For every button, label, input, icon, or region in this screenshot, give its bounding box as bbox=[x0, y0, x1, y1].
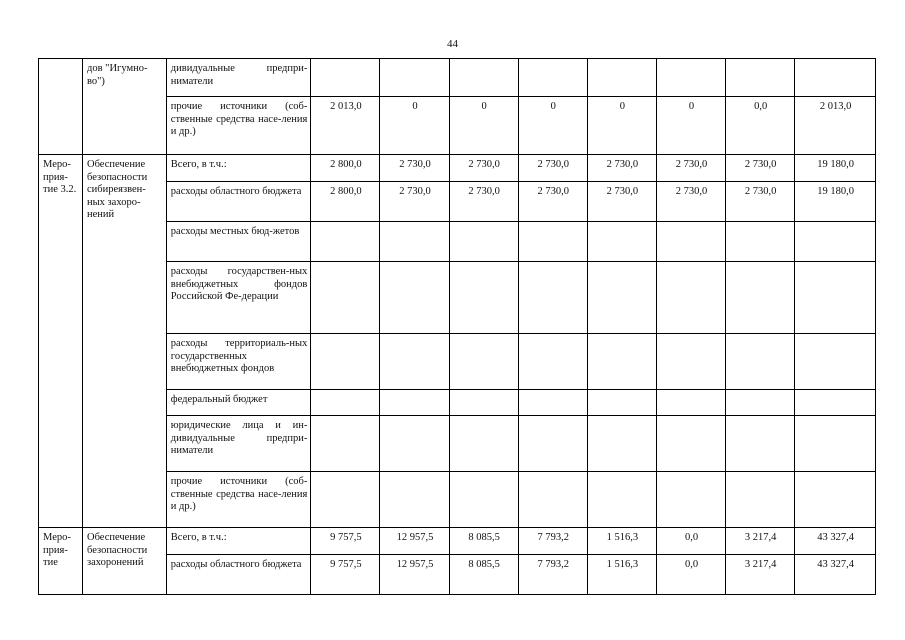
total-cell: 43 327,4 bbox=[795, 528, 876, 555]
value-cell bbox=[656, 262, 725, 334]
value-cell: 12 957,5 bbox=[380, 555, 449, 595]
funding-source-cell: расходы государствен-ных внебюджетных фондов Российской Фе-дерации bbox=[166, 262, 311, 334]
funding-source-cell: дивидуальные предпри-ниматели bbox=[166, 59, 311, 97]
total-cell bbox=[795, 334, 876, 390]
value-cell bbox=[726, 334, 795, 390]
total-cell bbox=[795, 59, 876, 97]
total-cell: 43 327,4 bbox=[795, 555, 876, 595]
value-cell: 0,0 bbox=[656, 555, 725, 595]
value-cell: 7 793,2 bbox=[518, 528, 587, 555]
value-cell: 2 800,0 bbox=[311, 182, 380, 222]
value-cell bbox=[726, 472, 795, 528]
value-cell: 0 bbox=[587, 97, 656, 155]
value-cell bbox=[449, 59, 518, 97]
value-cell bbox=[380, 59, 449, 97]
value-cell bbox=[311, 262, 380, 334]
value-cell bbox=[587, 416, 656, 472]
value-cell: 0 bbox=[518, 97, 587, 155]
value-cell bbox=[587, 390, 656, 416]
funding-source-cell: расходы территориаль-ных государственных внебюджетных фондов bbox=[166, 334, 311, 390]
value-cell bbox=[656, 222, 725, 262]
value-cell bbox=[656, 416, 725, 472]
value-cell: 9 757,5 bbox=[311, 528, 380, 555]
measure-cell bbox=[39, 59, 83, 155]
value-cell: 3 217,4 bbox=[726, 555, 795, 595]
value-cell bbox=[380, 334, 449, 390]
value-cell bbox=[587, 334, 656, 390]
value-cell: 7 793,2 bbox=[518, 555, 587, 595]
value-cell: 0 bbox=[656, 97, 725, 155]
value-cell bbox=[311, 222, 380, 262]
table-row bbox=[39, 528, 876, 555]
value-cell bbox=[518, 472, 587, 528]
value-cell bbox=[380, 222, 449, 262]
value-cell bbox=[518, 222, 587, 262]
value-cell: 2 730,0 bbox=[449, 182, 518, 222]
value-cell: 2 730,0 bbox=[518, 182, 587, 222]
value-cell: 2 800,0 bbox=[311, 155, 380, 182]
funding-source-cell: федеральный бюджет bbox=[166, 390, 311, 416]
value-cell: 0,0 bbox=[726, 97, 795, 155]
value-cell bbox=[726, 222, 795, 262]
total-cell bbox=[795, 222, 876, 262]
funding-source-cell: расходы местных бюд-жетов bbox=[166, 222, 311, 262]
measure-name-cell: дов "Игумно-во") bbox=[82, 59, 166, 155]
value-cell: 8 085,5 bbox=[449, 528, 518, 555]
total-cell bbox=[795, 472, 876, 528]
value-cell bbox=[311, 390, 380, 416]
value-cell bbox=[587, 472, 656, 528]
funding-source-cell: Всего, в т.ч.: bbox=[166, 528, 311, 555]
value-cell: 0 bbox=[380, 97, 449, 155]
value-cell bbox=[587, 222, 656, 262]
value-cell bbox=[518, 262, 587, 334]
total-cell: 19 180,0 bbox=[795, 182, 876, 222]
funding-source-cell: Всего, в т.ч.: bbox=[166, 155, 311, 182]
value-cell bbox=[726, 59, 795, 97]
value-cell bbox=[449, 262, 518, 334]
value-cell: 2 013,0 bbox=[311, 97, 380, 155]
value-cell: 2 730,0 bbox=[380, 155, 449, 182]
table-row bbox=[39, 155, 876, 182]
value-cell bbox=[380, 416, 449, 472]
value-cell bbox=[449, 334, 518, 390]
value-cell bbox=[656, 472, 725, 528]
value-cell: 2 730,0 bbox=[449, 155, 518, 182]
value-cell: 1 516,3 bbox=[587, 555, 656, 595]
value-cell bbox=[311, 334, 380, 390]
funding-source-cell: прочие источники (соб-ственные средства насе-ления и др.) bbox=[166, 97, 311, 155]
page-number: 44 bbox=[447, 38, 458, 50]
table-row bbox=[39, 59, 876, 97]
value-cell bbox=[518, 334, 587, 390]
value-cell bbox=[449, 416, 518, 472]
value-cell: 2 730,0 bbox=[726, 182, 795, 222]
value-cell bbox=[656, 390, 725, 416]
funding-source-cell: прочие источники (соб-ственные средства насе-ления и др.) bbox=[166, 472, 311, 528]
value-cell bbox=[380, 262, 449, 334]
funding-source-cell: расходы областного бюджета bbox=[166, 555, 311, 595]
value-cell bbox=[726, 262, 795, 334]
measure-cell: Меро-прия-тие bbox=[39, 528, 83, 595]
budget-table bbox=[38, 58, 876, 595]
value-cell: 2 730,0 bbox=[587, 182, 656, 222]
total-cell: 2 013,0 bbox=[795, 97, 876, 155]
total-cell bbox=[795, 416, 876, 472]
value-cell: 2 730,0 bbox=[380, 182, 449, 222]
value-cell bbox=[587, 59, 656, 97]
value-cell: 0,0 bbox=[656, 528, 725, 555]
funding-source-cell: юридические лица и ин-дивидуальные предпри-ниматели bbox=[166, 416, 311, 472]
total-cell bbox=[795, 390, 876, 416]
value-cell: 2 730,0 bbox=[587, 155, 656, 182]
value-cell bbox=[518, 59, 587, 97]
value-cell bbox=[380, 472, 449, 528]
value-cell: 1 516,3 bbox=[587, 528, 656, 555]
value-cell bbox=[656, 59, 725, 97]
total-cell bbox=[795, 262, 876, 334]
value-cell: 2 730,0 bbox=[656, 155, 725, 182]
total-cell: 19 180,0 bbox=[795, 155, 876, 182]
value-cell bbox=[656, 334, 725, 390]
value-cell bbox=[726, 416, 795, 472]
value-cell: 9 757,5 bbox=[311, 555, 380, 595]
value-cell bbox=[518, 390, 587, 416]
funding-source-cell: расходы областного бюджета bbox=[166, 182, 311, 222]
value-cell bbox=[449, 222, 518, 262]
value-cell bbox=[380, 390, 449, 416]
value-cell bbox=[726, 390, 795, 416]
measure-cell: Меро-прия-тие 3.2. bbox=[39, 155, 83, 528]
value-cell: 2 730,0 bbox=[518, 155, 587, 182]
value-cell bbox=[449, 390, 518, 416]
value-cell: 0 bbox=[449, 97, 518, 155]
value-cell bbox=[311, 59, 380, 97]
value-cell bbox=[311, 472, 380, 528]
measure-name-cell: Обеспечение безопасности сибиреязвен-ных захоро-нений bbox=[82, 155, 166, 528]
value-cell bbox=[311, 416, 380, 472]
value-cell: 8 085,5 bbox=[449, 555, 518, 595]
value-cell bbox=[518, 416, 587, 472]
value-cell bbox=[449, 472, 518, 528]
value-cell: 12 957,5 bbox=[380, 528, 449, 555]
value-cell bbox=[587, 262, 656, 334]
measure-name-cell: Обеспечение безопасности захоронений bbox=[82, 528, 166, 595]
value-cell: 3 217,4 bbox=[726, 528, 795, 555]
value-cell: 2 730,0 bbox=[726, 155, 795, 182]
value-cell: 2 730,0 bbox=[656, 182, 725, 222]
